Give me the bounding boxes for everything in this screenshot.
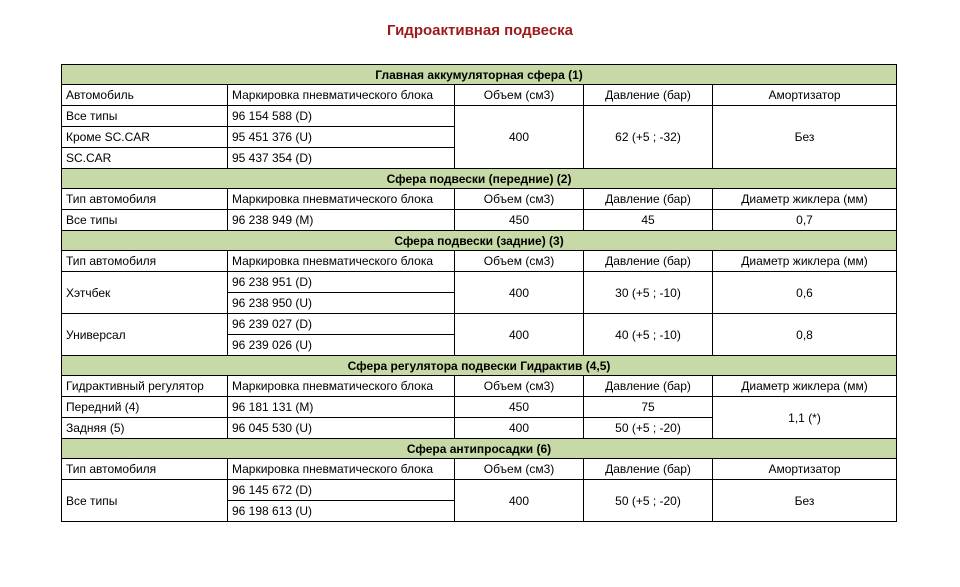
table-cell: 96 198 613 (U): [228, 501, 455, 522]
column-header: Давление (бар): [584, 459, 713, 480]
table-cell: SC.CAR: [62, 148, 228, 169]
shock-absorber-cell: Без: [713, 106, 897, 169]
volume-cell: 400: [455, 418, 584, 439]
column-header: Тип автомобиля: [62, 459, 228, 480]
column-header: Маркировка пневматического блока: [228, 376, 455, 397]
table-cell: 96 181 131 (M): [228, 397, 455, 418]
header-row: [62, 376, 897, 397]
pressure-cell: 75: [584, 397, 713, 418]
orifice-diameter-cell: 0,8: [713, 314, 897, 356]
table-cell: Все типы: [62, 210, 228, 231]
pressure-cell: 30 (+5 ; -10): [584, 272, 713, 314]
column-header: Маркировка пневматического блока: [228, 459, 455, 480]
section-title: Сфера антипросадки (6): [62, 439, 897, 459]
table-cell: 96 238 949 (M): [228, 210, 455, 231]
column-header: Амортизатор: [713, 85, 897, 106]
section-title: Главная аккумуляторная сфера (1): [62, 65, 897, 85]
table-row: [62, 210, 897, 231]
column-header: Диаметр жиклера (мм): [713, 189, 897, 210]
pressure-cell: 50 (+5 ; -20): [584, 418, 713, 439]
column-header: Диаметр жиклера (мм): [713, 376, 897, 397]
table-cell: 96 238 951 (D): [228, 272, 455, 293]
column-header: Объем (см3): [455, 376, 584, 397]
table-row: [62, 314, 897, 335]
vehicle-type-cell: Все типы: [62, 480, 228, 522]
orifice-diameter-cell: 0,6: [713, 272, 897, 314]
volume-cell: 400: [455, 314, 584, 356]
table-cell: 96 238 950 (U): [228, 293, 455, 314]
pressure-cell: 45: [584, 210, 713, 231]
table-row: [62, 480, 897, 501]
volume-cell: 400: [455, 106, 584, 169]
column-header: Гидрактивный регулятор: [62, 376, 228, 397]
section-title: Сфера подвески (передние) (2): [62, 169, 897, 189]
volume-cell: 450: [455, 210, 584, 231]
table-cell: 96 239 026 (U): [228, 335, 455, 356]
table-cell: 96 045 530 (U): [228, 418, 455, 439]
header-row: [62, 251, 897, 272]
table-row: [62, 106, 897, 127]
column-header: Объем (см3): [455, 459, 584, 480]
table-cell: Кроме SC.CAR: [62, 127, 228, 148]
column-header: Маркировка пневматического блока: [228, 85, 455, 106]
column-header: Диаметр жиклера (мм): [713, 251, 897, 272]
column-header: Маркировка пневматического блока: [228, 189, 455, 210]
table-row: [62, 397, 897, 418]
vehicle-type-cell: Универсал: [62, 314, 228, 356]
pressure-cell: 40 (+5 ; -10): [584, 314, 713, 356]
table-cell: 96 239 027 (D): [228, 314, 455, 335]
table-cell: 96 154 588 (D): [228, 106, 455, 127]
orifice-diameter-cell: 0,7: [713, 210, 897, 231]
table-cell: Все типы: [62, 106, 228, 127]
table-cell: Передний (4): [62, 397, 228, 418]
table-cell: 95 437 354 (D): [228, 148, 455, 169]
column-header: Давление (бар): [584, 85, 713, 106]
column-header: Амортизатор: [713, 459, 897, 480]
table-row: [62, 272, 897, 293]
column-header: Объем (см3): [455, 251, 584, 272]
column-header: Тип автомобиля: [62, 189, 228, 210]
column-header: Давление (бар): [584, 189, 713, 210]
column-header: Давление (бар): [584, 251, 713, 272]
section-title: Сфера регулятора подвески Гидрактив (4,5): [62, 356, 897, 376]
column-header: Тип автомобиля: [62, 251, 228, 272]
column-header: Давление (бар): [584, 376, 713, 397]
table-cell: 96 145 672 (D): [228, 480, 455, 501]
volume-cell: 400: [455, 272, 584, 314]
page-title: Гидроактивная подвеска: [386, 22, 574, 39]
header-row: [62, 189, 897, 210]
header-row: [62, 85, 897, 106]
suspension-spheres-table: [61, 64, 897, 522]
pressure-cell: 62 (+5 ; -32): [584, 106, 713, 169]
header-row: [62, 459, 897, 480]
column-header: Объем (см3): [455, 189, 584, 210]
volume-cell: 400: [455, 480, 584, 522]
table-cell: Задняя (5): [62, 418, 228, 439]
table-cell: 95 451 376 (U): [228, 127, 455, 148]
orifice-diameter-cell: 1,1 (*): [713, 397, 897, 439]
column-header: Автомобиль: [62, 85, 228, 106]
column-header: Маркировка пневматического блока: [228, 251, 455, 272]
volume-cell: 450: [455, 397, 584, 418]
section-title: Сфера подвески (задние) (3): [62, 231, 897, 251]
column-header: Объем (см3): [455, 85, 584, 106]
shock-absorber-cell: Без: [713, 480, 897, 522]
pressure-cell: 50 (+5 ; -20): [584, 480, 713, 522]
vehicle-type-cell: Хэтчбек: [62, 272, 228, 314]
